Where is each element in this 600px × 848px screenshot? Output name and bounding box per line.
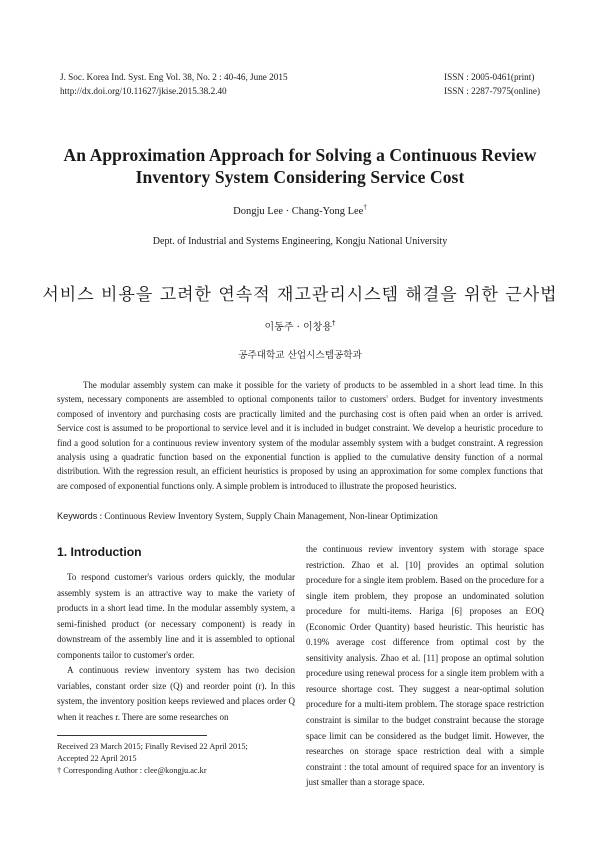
keywords-label: Keywords bbox=[57, 511, 98, 521]
abstract: The modular assembly system can make it possible for the variety of products to be assembled in a short lead time. In this system, necessary components are assembled to optional components tailor to customers' orders. Budget for inventory investments composed of inventory and purchasing costs are practically limited and the purchasing cost is often paid when an order is arrived. Service cost is assumed to be proportional to service level and it is included in budget constraint. We develop a heuristic procedure to find a good solution for a continuous review inventory system of the modular assembly system with a budget constraint. A regression analysis using a quadratic function based on the exponential function is applied to the cumulative density function of a normal distribution. With the regression result, an efficient heuristics is proposed by using an approximation for some complex functions that are composed of exponential functions only. A simple problem is introduced to illustrate the proposed heuristics. bbox=[57, 380, 543, 491]
korean-author-names: 이동주 · 이창용 bbox=[264, 322, 332, 333]
journal-citation: J. Soc. Korea Ind. Syst. Eng Vol. 38, No. 2 : 40-46, June 2015 bbox=[60, 72, 288, 82]
issn-block bbox=[444, 70, 540, 98]
intro-paragraph-2: A continuous review inventory system has two decision variables, constant order size (Q) and reorder point (r). In this system, the inventory position keeps reviewed and places order Q when it reaches r. There are some researches on bbox=[57, 665, 295, 722]
korean-author-line bbox=[0, 318, 600, 333]
korean-title: 서비스 비용을 고려한 연속적 재고관리시스템 해결을 위한 근사법 bbox=[42, 285, 558, 305]
author-names: Dongju Lee · Chang-Yong Lee bbox=[233, 206, 364, 217]
keywords-line: Keywords : Continuous Review Inventory System, Supply Chain Management, Non-linear Optimization bbox=[57, 511, 438, 521]
section-heading-introduction: 1. Introduction bbox=[57, 545, 142, 559]
journal-header bbox=[60, 70, 288, 98]
left-column bbox=[57, 570, 295, 725]
corresponding-author: † Corresponding Author : clee@kongju.ac.kr bbox=[57, 766, 207, 776]
doi-link[interactable]: http://dx.doi.org/10.11627/jkise.2015.38.2.40 bbox=[60, 86, 227, 96]
issn-online: ISSN : 2287-7975(online) bbox=[444, 86, 540, 96]
title-line-2: Inventory System Considering Service Cost bbox=[135, 167, 465, 187]
keywords-list: Continuous Review Inventory System, Supply Chain Management, Non-linear Optimization bbox=[104, 511, 438, 521]
received-date: Received 23 March 2015; Finally Revised 22 April 2015; bbox=[57, 742, 248, 751]
affiliation: Dept. of Industrial and Systems Engineering, Kongju National University bbox=[152, 236, 448, 247]
author-line bbox=[0, 203, 600, 217]
intro-paragraph-1: To respond customer's various orders quickly, the modular assembly system is an attractive way to make the variety of products in a short lead time. In the modular assembly system, a semi-finished product (or necessary component) is ready in downstream of the assembly line and it is assembled to optional components tailor to customer's order. bbox=[57, 572, 295, 660]
issn-print: ISSN : 2005-0461(print) bbox=[444, 72, 535, 82]
korean-affiliation: 공주대학교 산업시스템공학과 bbox=[238, 350, 362, 361]
corresponding-mark: † bbox=[363, 203, 367, 211]
title-line-1: An Approximation Approach for Solving a Continuous Review bbox=[63, 145, 537, 165]
korean-corresponding-mark: † bbox=[332, 319, 336, 327]
footnote-rule bbox=[57, 735, 207, 736]
right-column-paragraph: the continuous review inventory system with storage space restriction. Zhao et al. [10] provides an optimal solution procedure for a single item problem. Based on the procedure for a single item problem, they propose an undominated solution procedure for multi-items. Hariga [6] proposes an EOQ (Economic Order Quantity) based heuristic. This heuristic has 0.19% average cost difference from optimal cost by the sensitivity analysis. Zhao et al. [11] propose an optimal solution procedure using renewal process for a single item problem with a resource shortage cost. They suggest a near-optimal solution procedure for a multi-item problem. The storage space restriction constraint is similar to the budget constraint because the storage space limit can be considered as the budget limit. However, the researches on storage space restriction deal with a simple constraint : the total amount of required space for an inventory is just smaller than a storage space. bbox=[306, 544, 544, 788]
footnotes bbox=[57, 741, 297, 778]
right-column bbox=[306, 542, 544, 791]
accepted-date: Accepted 22 April 2015 bbox=[57, 754, 137, 764]
paper-title bbox=[40, 144, 560, 188]
